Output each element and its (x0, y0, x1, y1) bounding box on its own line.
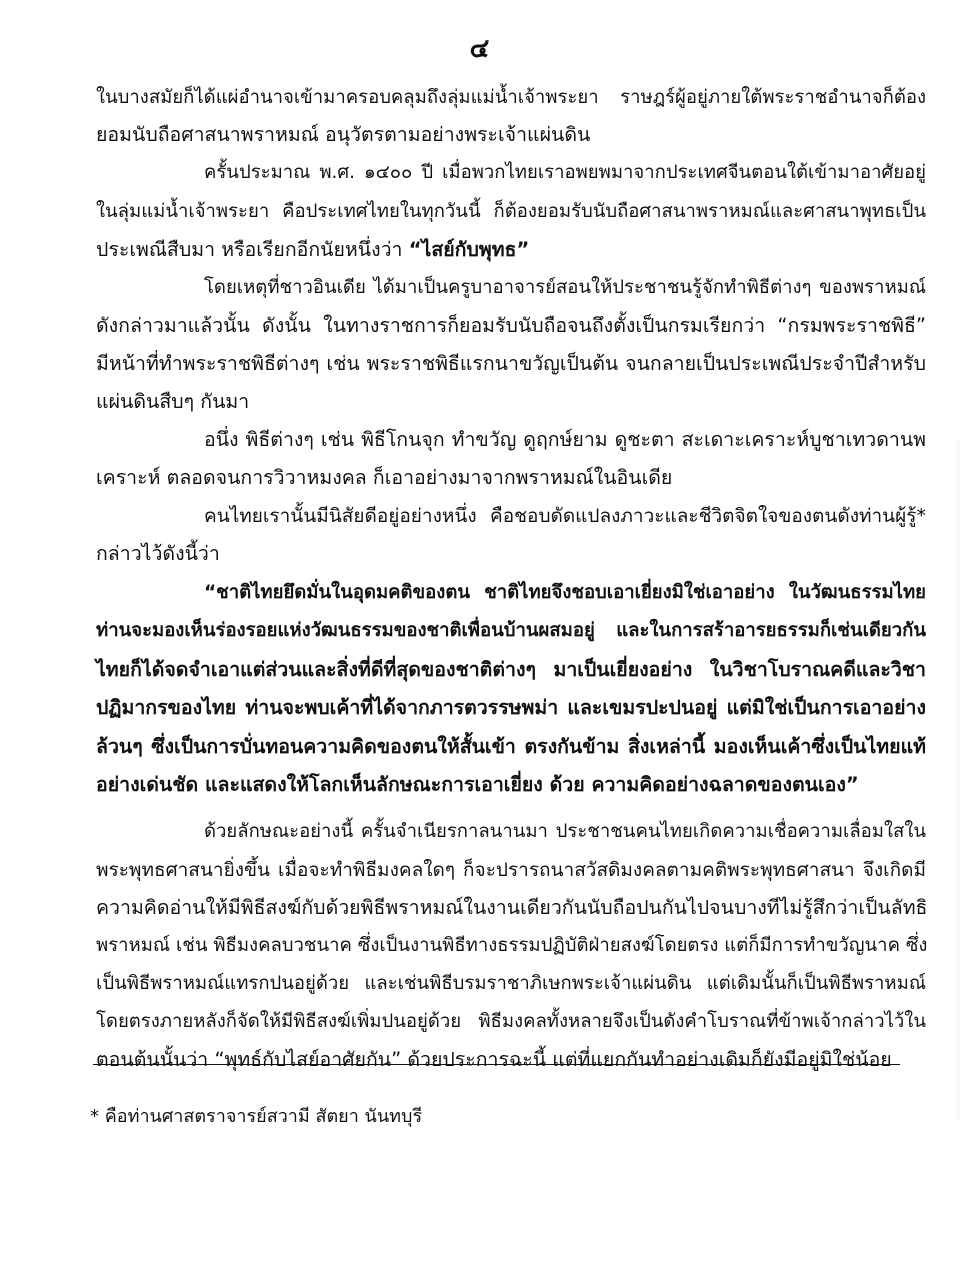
paragraph-line: แผ่นดินสืบๆ กันมา (96, 390, 250, 413)
paragraph-line: คนไทยเรานั้นมีนิสัยดีอยู่อย่างหนึ่ง คือชอบดัดแปลงภาวะและชีวิตจิตใจของตนดังท่านผู้รู้* (204, 505, 926, 527)
paragraph-line: ดังกล่าวมาแล้วนั้น ดังนั้น ในทางราชการก็ยอมรับนับถือจนถึงตั้งเป็นกรมเรียกว่า “กรมพระราชพิธี” (96, 314, 926, 337)
quote-line: ล้วนๆ ซึ่งเป็นการบั่นทอนความคิดของตนให้สั้นเข้า ตรงกันข้าม สิ่งเหล่านี้ มองเห็นเค้าซึ่งเป็นไทยแท้ (96, 735, 926, 758)
paragraph-line: ด้วยลักษณะอย่างนี้ ครั้นจำเนียรกาลนานมา ประชาชนคนไทยเกิดความเชื่อความเลื่อมใสใน (204, 821, 926, 842)
paragraph-line: เป็นพิธีพราหมณ์แทรกปนอยู่ด้วย และเช่นพิธีบรมราชาภิเษกพระเจ้าแผ่นดิน แต่เดิมนั้นก็เป็นพิธีพราหมณ์ (96, 973, 926, 994)
quote-line: ท่านจะมองเห็นร่องรอยแห่งวัฒนธรรมของชาติเพื่อนบ้านผสมอยู่ และในการสร้าอารยธรรมก็เช่นเดียวกัน (96, 620, 926, 641)
footnote-divider (93, 1064, 900, 1065)
emphasis-phrase: “ไสย์กับพุทธ” (408, 238, 530, 261)
paragraph-line: ตอนต้นนั้นว่า “พุทธ์กับไสย์อาศัยกัน” ด้วยประการฉะนี้ แต่ที่แยกกันทำอย่างเดิมก็ยังมีอยู่มิใช่น้อย (96, 1048, 892, 1071)
paragraph-line: พราหมณ์ เช่น พิธีมงคลบวชนาค ซึ่งเป็นงานพิธีทางธรรมปฏิบัติฝ่ายสงฆ์โดยตรง แต่ก็มีการทำขวัญนาค ซึ่ง (96, 935, 928, 956)
paragraph-line: อนึ่ง พิธีต่างๆ เช่น พิธีโกนจุก ทำขวัญ ดูฤกษ์ยาม ดูชะตา สะเดาะเคราะห์บูชาเทวดานพ (204, 428, 926, 451)
scan-edge-shadow (954, 440, 960, 1120)
paragraph-text: ประเพณีสืบมา หรือเรียกอีกนัยหนึ่งว่า (96, 238, 403, 261)
paragraph-line: พระพุทธศาสนายิ่งขึ้น เมื่อจะทำพิธีมงคลใดๆ ก็จะปรารถนาสวัสดิมงคลตามคติพระพุทธศาสนา จึงเกิดมี (96, 859, 926, 881)
paragraph-line: มีหน้าที่ทำพระราชพิธีต่างๆ เช่น พระราชพิธีแรกนาขวัญเป็นต้น จนกลายเป็นประเพณีประจำปีสำหรับ (96, 352, 926, 375)
quote-line: ไทยก็ได้จดจำเอาแต่ส่วนและสิ่งที่ดีที่สุดของชาติต่างๆ มาเป็นเยี่ยงอย่าง ในวิชาโบราณคดีและวิชา (96, 658, 926, 681)
paragraph-line: ในบางสมัยก็ได้แผ่อำนาจเข้ามาครอบคลุมถึงลุ่มแม่น้ำเจ้าพระยา ราษฎร์ผู้อยู่ภายใต้พระราชอำนาจก็ต้อง (96, 87, 926, 108)
paragraph-line: ยอมนับถือศาสนาพราหมณ์ อนุวัตรตามอย่างพระเจ้าแผ่นดิน (96, 123, 591, 146)
paragraph-line: กล่าวไว้ดังนี้ว่า (96, 542, 220, 565)
quote-line: ปฏิมากรของไทย ท่านจะพบเค้าที่ได้จากภารตวรรษพม่า และเขมรปะปนอยู่ แต่มิใช่เป็นการเอาอย่าง (96, 696, 926, 719)
quote-line: อย่างเด่นชัด และแสดงให้โลกเห็นลักษณะการเอาเยี่ยง ด้วย ความคิดอย่างฉลาดของตนเอง” (96, 773, 859, 796)
paragraph-line: เคราะห์ ตลอดจนการวิวาหมงคล ก็เอาอย่างมาจากพราหมณ์ในอินเดีย (96, 466, 673, 489)
paragraph-line: ในลุ่มแม่น้ำเจ้าพระยา คือประเทศไทยในทุกวันนี้ ก็ต้องยอมรับนับถือศาสนาพราหมณ์และศาสนาพุทธเป็น (96, 201, 926, 222)
paragraph-line: โดยเหตุที่ชาวอินเดีย ได้มาเป็นครูบาอาจารย์สอนให้ประชาชนรู้จักทำพิธีต่างๆ ของพราหมณ์ (204, 277, 926, 298)
paragraph-line: โดยตรงภายหลังก็จัดให้มีพิธีสงฆ์เพิ่มปนอยู่ด้วย พิธีมงคลทั้งหลายจึงเป็นดังคำโบราณที่ข้าพเจ้ากล่าวไว้ใน (96, 1011, 926, 1032)
paragraph-line: ครั้นประมาณ พ.ศ. ๑๔๐๐ ปี เมื่อพวกไทยเราอพยพมาจากประเทศจีนตอนใต้เข้ามาอาศัยอยู่ (204, 162, 926, 183)
quote-line: “ชาติไทยยึดมั่นในอุดมคติของตน ชาติไทยจึงชอบเอาเยี่ยงมิใช่เอาอย่าง ในวัฒนธรรมไทย (204, 582, 926, 603)
footnote: * คือท่านศาสตราจารย์สวามี สัตยา นันทบุรี (90, 1106, 423, 1127)
paragraph-line (96, 236, 926, 264)
page-number: ๔ (469, 34, 491, 64)
paragraph-line: ความคิดอ่านให้มีพิธีสงฆ์กับด้วยพิธีพราหมณ์ในงานเดียวกันนับถือปนกันไปจนบางทีไม่รู้สึกว่าเป็นลัทธิ (96, 896, 928, 919)
